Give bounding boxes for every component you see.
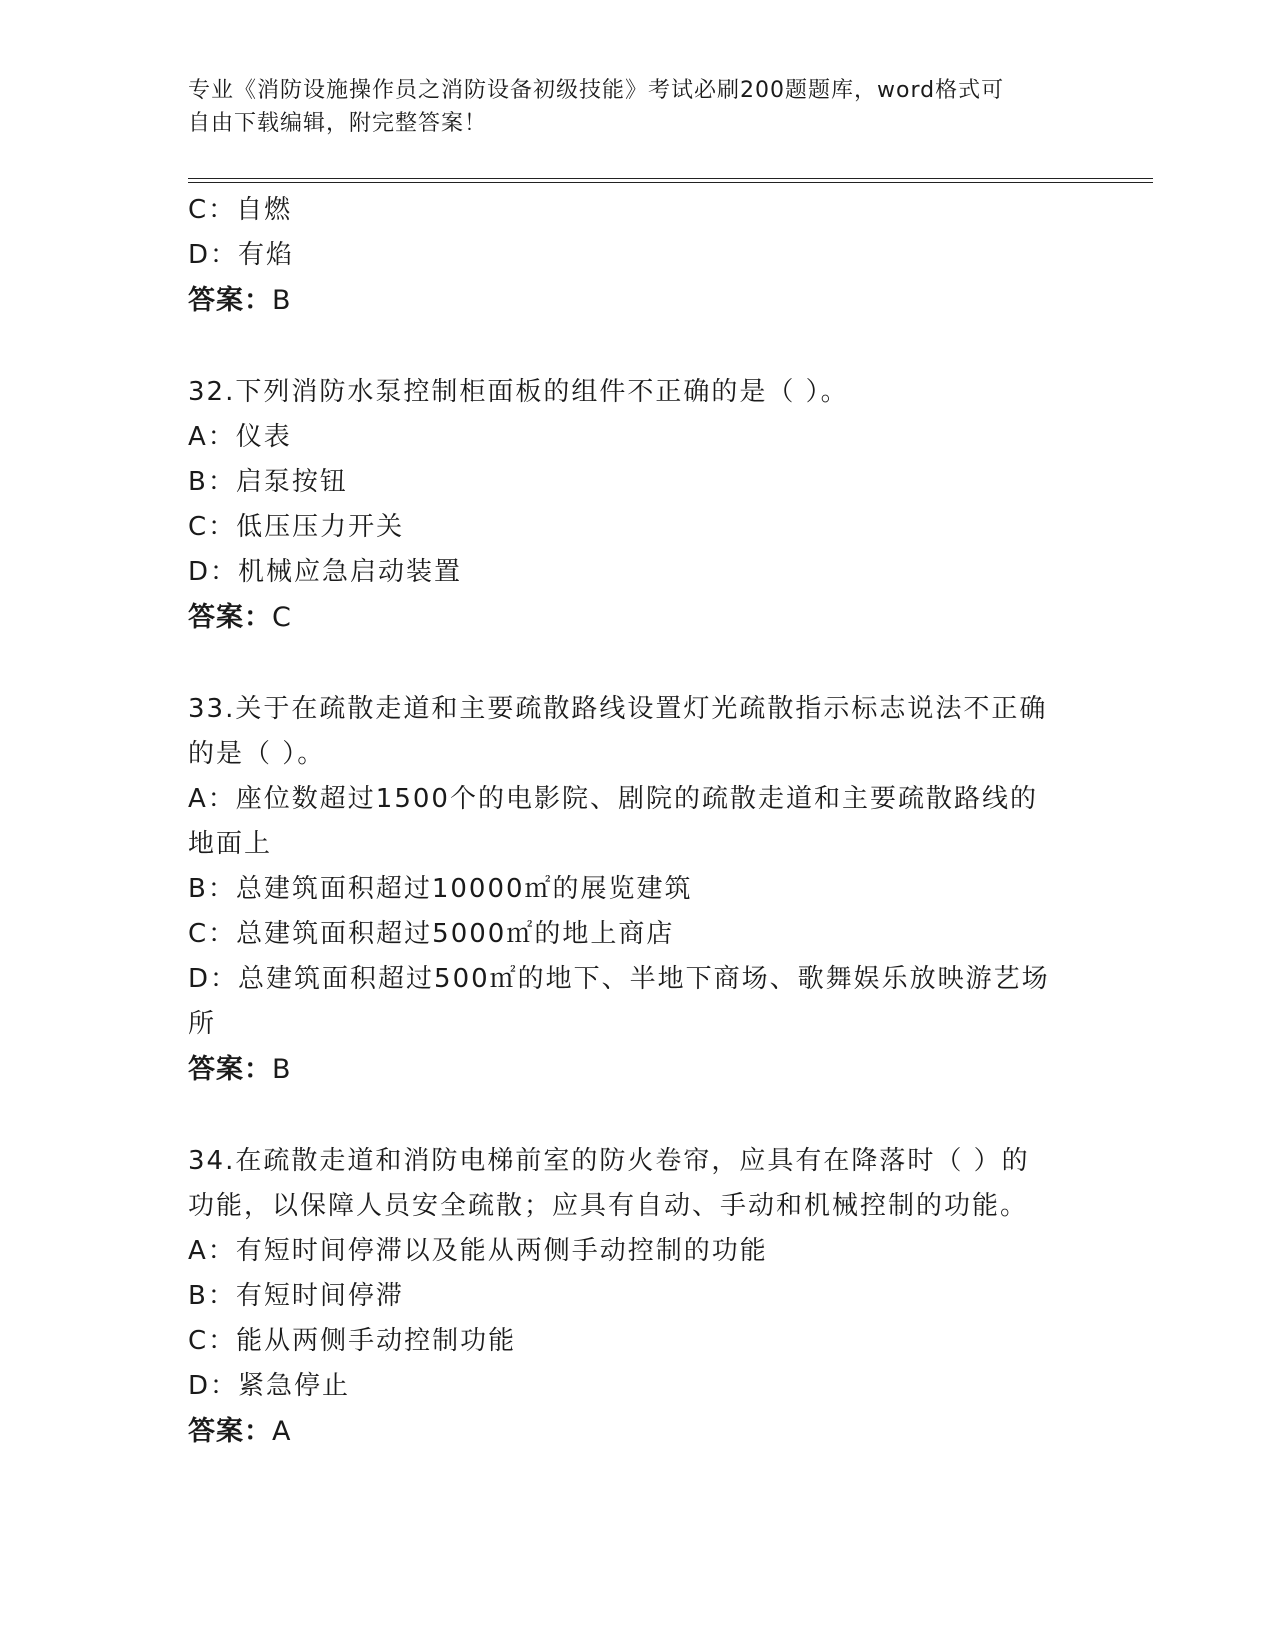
option-c: C：能从两侧手动控制功能 xyxy=(188,1326,517,1356)
question-text: 32.下列消防水泵控制柜面板的组件不正确的是（ ）。 xyxy=(188,377,849,407)
answer-line xyxy=(188,1409,1078,1454)
answer-line xyxy=(188,1047,1078,1092)
answer-label: 答案： xyxy=(188,285,272,316)
answer-value: B xyxy=(272,285,292,316)
question-text-line-1: 34.在疏散走道和消防电梯前室的防火卷帘，应具有在降落时（ ）的 xyxy=(188,1146,1030,1176)
header-divider-top xyxy=(188,178,1153,179)
answer-value: B xyxy=(272,1054,292,1085)
question-text-line-1: 33.关于在疏散走道和主要疏散路线设置灯光疏散指示标志说法不正确 xyxy=(188,694,1048,724)
option-b: B：总建筑面积超过10000㎡的展览建筑 xyxy=(188,874,693,904)
answer-label: 答案： xyxy=(188,602,272,633)
option-d-line-1: D：总建筑面积超过500㎡的地下、半地下商场、歌舞娱乐放映游艺场 xyxy=(188,964,1050,994)
option-c: C：低压压力开关 xyxy=(188,512,405,542)
question-text-line-2: 的是（ ）。 xyxy=(188,739,326,769)
question-text-line-2: 功能，以保障人员安全疏散；应具有自动、手动和机械控制的功能。 xyxy=(188,1191,1029,1221)
option-d: D：有焰 xyxy=(188,240,295,270)
answer-label: 答案： xyxy=(188,1416,272,1447)
option-b: B：有短时间停滞 xyxy=(188,1281,404,1311)
option-c: C：总建筑面积超过5000㎡的地上商店 xyxy=(188,919,675,949)
option-a: A：仪表 xyxy=(188,422,292,452)
question-34 xyxy=(188,1139,1078,1454)
document-header xyxy=(188,74,1068,140)
question-list xyxy=(188,188,1078,1454)
answer-value: C xyxy=(272,602,292,633)
answer-value: A xyxy=(272,1416,292,1447)
question-31 xyxy=(188,188,1078,323)
spacer xyxy=(188,640,1078,687)
option-a: A：有短时间停滞以及能从两侧手动控制的功能 xyxy=(188,1236,768,1266)
question-33 xyxy=(188,687,1078,1092)
header-divider-bottom xyxy=(188,182,1153,183)
header-line-2: 自由下载编辑，附完整答案！ xyxy=(188,111,488,136)
option-d: D：紧急停止 xyxy=(188,1371,351,1401)
option-d-line-2: 所 xyxy=(188,1009,217,1039)
option-b: B：启泵按钮 xyxy=(188,467,348,497)
answer-line xyxy=(188,278,1078,323)
spacer xyxy=(188,323,1078,370)
answer-line xyxy=(188,595,1078,640)
option-a-line-1: A：座位数超过1500个的电影院、剧院的疏散走道和主要疏散路线的 xyxy=(188,784,1038,814)
option-c: C：自燃 xyxy=(188,195,293,225)
question-32 xyxy=(188,370,1078,640)
option-a-line-2: 地面上 xyxy=(188,829,273,859)
spacer xyxy=(188,1092,1078,1139)
header-line-1: 专业《消防设施操作员之消防设备初级技能》考试必刷200题题库，word格式可 xyxy=(188,78,1005,103)
option-d: D：机械应急启动装置 xyxy=(188,557,463,587)
answer-label: 答案： xyxy=(188,1054,272,1085)
